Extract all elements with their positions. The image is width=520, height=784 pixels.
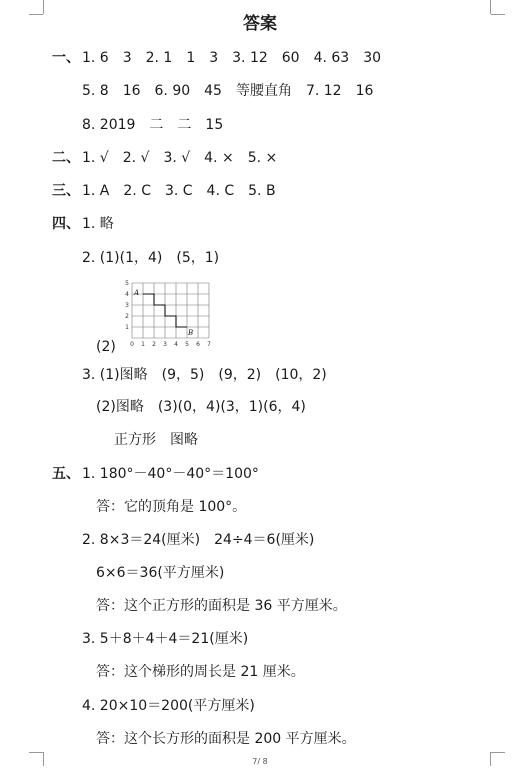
- answer-line: 答：这个长方形的面积是 200 平方厘米。: [96, 731, 356, 747]
- page-number: 7/ 8: [252, 757, 268, 766]
- coordinate-grid-figure: [120, 278, 220, 350]
- crop-mark: [29, 752, 43, 753]
- y-tick-label: 5: [125, 280, 129, 287]
- y-tick-label: 4: [125, 291, 129, 298]
- point-b-label: B: [188, 329, 194, 337]
- y-tick-label: 1: [125, 324, 129, 331]
- section-marker-1: 一、: [52, 50, 80, 66]
- x-tick-label: 1: [141, 341, 145, 348]
- answer-line: 1. A 2. C 3. C 4. C 5. B: [82, 183, 276, 199]
- answer-line: 正方形 图略: [114, 432, 198, 448]
- x-tick-label: 7: [207, 341, 211, 348]
- answer-line: 3. 5＋8＋4＋4＝21(厘米): [82, 631, 249, 647]
- section-marker-4: 四、: [52, 216, 80, 232]
- answer-line: 6×6＝36(平方厘米): [96, 565, 225, 581]
- y-tick-label: 3: [125, 302, 129, 309]
- section-marker-2: 二、: [52, 150, 80, 166]
- crop-mark: [491, 752, 505, 753]
- answer-line: 3. (1)图略 (9，5) (9，2) (10，2): [82, 367, 327, 383]
- section-marker-5: 五、: [52, 466, 80, 482]
- answer-line: 1. 6 3 2. 1 1 3 3. 12 60 4. 63 30: [82, 50, 382, 66]
- point-a-label: A: [133, 289, 139, 297]
- answer-line: 答：这个梯形的周长是 21 厘米。: [96, 664, 305, 680]
- answer-line: 答：它的顶角是 100°。: [96, 499, 247, 515]
- answer-line: 1. 180°－40°－40°＝100°: [82, 466, 259, 482]
- x-tick-label: 2: [152, 341, 156, 348]
- x-tick-label: 6: [196, 341, 200, 348]
- answer-line: (2): [96, 339, 116, 355]
- answer-line: 1. √ 2. √ 3. √ 4. × 5. ×: [82, 150, 278, 166]
- answer-line: (2)图略 (3)(0，4)(3，1)(6，4): [96, 399, 306, 415]
- answer-line: 答：这个正方形的面积是 36 平方厘米。: [96, 598, 347, 614]
- x-tick-label: 5: [185, 341, 189, 348]
- answer-line: 8. 2019 二 二 15: [82, 117, 224, 133]
- x-tick-label: 0: [130, 341, 134, 348]
- answer-line: 2. 8×3＝24(厘米) 24÷4＝6(厘米): [82, 532, 315, 548]
- section-marker-3: 三、: [52, 183, 80, 199]
- page-title: 答案: [243, 14, 277, 34]
- answer-line: 2. (1)(1，4) (5，1): [82, 250, 220, 266]
- answer-line: 4. 20×10＝200(平方厘米): [82, 698, 255, 714]
- answer-line: 5. 8 16 6. 90 45 等腰直角 7. 12 16: [82, 83, 374, 99]
- x-tick-label: 3: [163, 341, 167, 348]
- x-tick-label: 4: [174, 341, 178, 348]
- answer-line: 1. 略: [82, 216, 114, 232]
- y-tick-label: 2: [125, 313, 129, 320]
- crop-mark: [43, 0, 44, 14]
- crop-mark: [490, 0, 491, 14]
